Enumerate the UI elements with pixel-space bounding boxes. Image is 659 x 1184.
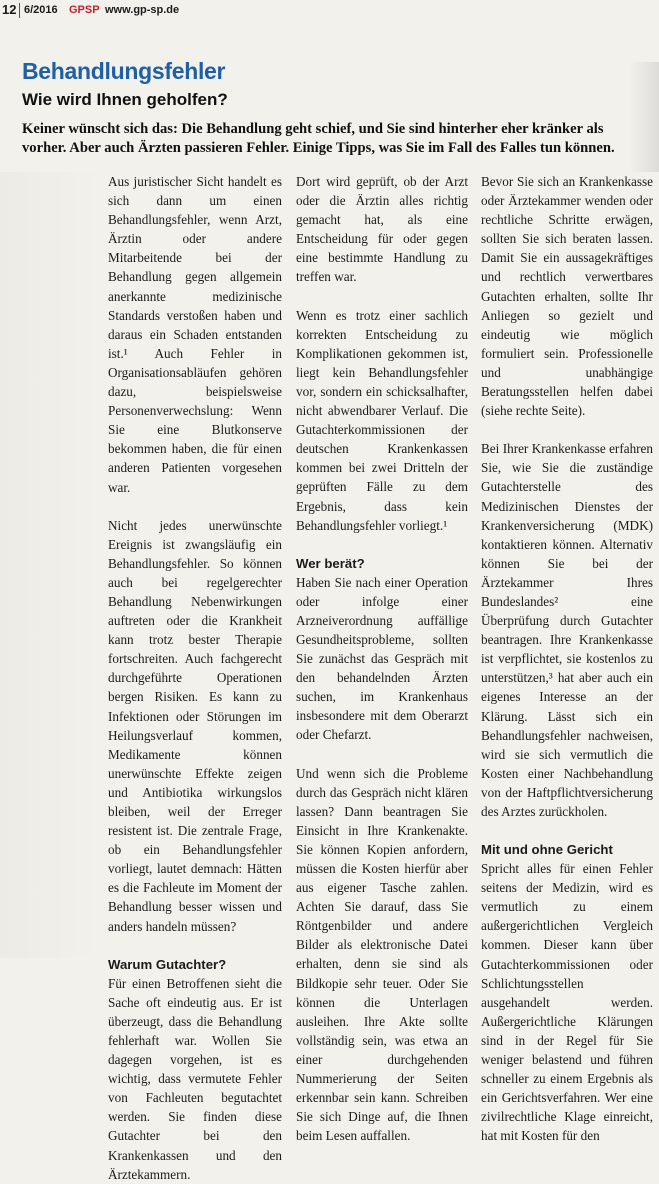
paragraph: Spricht alles für einen Fehler seitens der Medizin, wird es vermutlich zu einem außergerichtlichen Vergleich kommen. Dieser kann über Gutachterkommissionen oder Schlichtungsstellen ausgehandelt werden. Außergerichtliche Klärungen sind in der Regel für Sie weniger belastend und führen schneller zu einem Ergebnis als ein Gerichtsverfahren. Wer eine zivilrechtliche Klage einreicht, hat mit Kosten für den [481,861,653,1144]
section-heading: Mit und ohne Gericht [481,842,613,858]
paragraph: Und wenn sich die Probleme durch das Gespräch nicht klären lassen? Dann beantragen Sie Einsicht in Ihre Krankenakte. Sie können Kopien anfordern, müssen die Kosten hierfür aber aus eigener Tasche zahlen. Achten Sie darauf, dass Sie Röntgenbilder und andere Bilder als elektronische Datei erhalten, denn sie sind als Bildkopie sehr teuer. Oder Sie können die Unterlagen ausleihen. Ihre Akte sollte vollständig sein, was etwa an einer durchgehenden Nummerierung der Seiten erkennbar sein kann. Schreiben Sie sich Dinge auf, die Ihnen beim Lesen auffallen. [296,765,468,1144]
paragraph: Dort wird geprüft, ob der Arzt oder die Ärztin alles richtig gemacht hat, als eine Entscheidung für oder gegen eine bestimmte Handlung zu treffen war. [296,174,468,285]
header-divider [19,3,20,18]
paragraph: Bei Ihrer Krankenkasse erfahren Sie, wie Sie die zuständige Gutachterstelle des Medizinischen Dienstes der Krankenversicherung (MDK) kontaktieren können. Alternativ können Sie bei der Ärztekammer Ihres Bundeslandes² eine Überprüfung durch Gutachter beantragen. Ihre Krankenkasse ist verpflichtet, sie kostenlos zu unterstützen,³ hat aber auch ein eigenes Interesse an der Klärung. Lässt sich ein Behandlungsfehler nachweisen, wird sie sich vermutlich die Kosten einer Nachbehandlung von der Haftpflichtversicherung des Arztes zurückholen. [481,441,653,819]
issue-label: 6/2016 [24,4,58,16]
article-subtitle: Wie wird Ihnen geholfen? [22,90,228,109]
article-lead: Keiner wünscht sich das: Die Behandlung geht schief, und Sie sind hinterher eher kränker als vorher. Aber auch Ärzten passieren Fehler. Einige Tipps, was Sie im Fall des Falles tun können. [22,121,615,156]
text-column-2 [296,172,468,1144]
brand-label: GPSP [69,4,100,16]
text-column-3 [481,172,653,1144]
paragraph: Haben Sie nach einer Operation oder infolge einer Arzneiverordnung auffällige Gesundheitsprobleme, sollten Sie zunächst das Gespräch mit den behandelnden Ärzten suchen, im Krankenhaus insbesondere mit dem Oberarzt oder Chefarzt. [296,574,468,743]
section-heading: Warum Gutachter? [108,956,227,972]
section-heading: Wer berät? [296,555,365,571]
left-margin [0,172,100,958]
page-header [0,0,659,20]
paragraph: Bevor Sie sich an Krankenkasse oder Ärztekammer wenden oder rechtliche Schritte erwägen, sollten Sie sich beraten lassen. Damit Sie ein aussagekräftiges und rechtlich verwertbares Gutachten erhalten, sollte Ihr Anliegen so gezielt und eindeutig wie möglich formuliert sein. Professionelle und unabhängige Beratungsstellen helfen dabei (siehe rechte Seite). [481,174,653,419]
paragraph: Für einen Betroffenen sieht die Sache oft eindeutig aus. Er ist überzeugt, dass die Behandlung fehlerhaft war. Wollen Sie dagegen vorgehen, ist es wichtig, dass vermutete Fehler von Fachleuten begutachtet werden. Sie finden diese Gutachter bei den Krankenkassen und den Ärztekammern. [108,975,282,1182]
paragraph: Aus juristischer Sicht handelt es sich dann um einen Behandlungsfehler, wenn Arzt, Ärztin oder andere Mitarbeitende bei der Behandlung gegen allgemein anerkannte medizinische Standards verstoßen haben und daraus ein Schaden entstanden ist.¹ Auch Fehler in Organisationsabläufen gehören dazu, beispielsweise Personenverwechslung: Wenn Sie eine Blutkonserve bekommen haben, die für einen anderen Patienten vorgesehen war. [108,174,282,495]
paragraph: Nicht jedes unerwünschte Ereignis ist zwangsläufig ein Behandlungsfehler. So können auch bei regelgerechter Behandlung Nebenwirkungen auftreten oder die Krankheit kann trotz bester Therapie fortschreiten. Auch fachgerecht durchgeführte Operationen bergen Risiken. Es kann zu Infektionen oder Störungen im Heilungsverlauf kommen, Medikamente können unerwünschte Effekte zeigen und Antibiotika wirkungslos bleiben, weil der Erreger resistent ist. Die zentrale Frage, ob ein Behandlungsfehler vorliegt, lautet demnach: Hätten es die Fachleute im Moment der Behandlung besser wissen und anders handeln müssen? [108,517,282,934]
article-title: Behandlungsfehler [22,58,226,84]
page-number: 12 [2,2,17,17]
paragraph: Wenn es trotz einer sachlich korrekten Entscheidung zu Komplikationen gekommen ist, liegt kein Behandlungsfehler vor, sondern ein schicksalhafter, nicht abwendbarer Verlauf. Die Gutachterkommissionen der deutschen Krankenkassen kommen bei zwei Dritteln der geprüften Fälle zu dem Ergebnis, dass kein Behandlungsfehler vorliegt.¹ [296,307,468,533]
text-column-1 [108,172,282,1182]
website-url: www.gp-sp.de [105,4,180,16]
